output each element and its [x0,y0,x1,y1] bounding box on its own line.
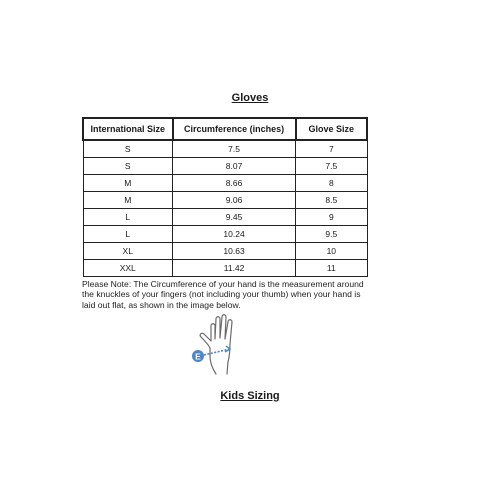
cell-international-size: M [83,175,173,192]
cell-glove-size: 9 [296,209,367,226]
measurement-note: Please Note: The Circumference of your hand is the measurement around the knuckles of your fingers (not including your thumb) when your hand is laid out flat, as shown in the image below. [82,279,364,310]
hand-measurement-icon [190,312,254,376]
cell-international-size: S [83,140,173,158]
glove-size-table [82,117,368,277]
cell-circumference: 11.42 [173,260,296,277]
hand-measurement-illustration [190,312,254,376]
column-header-glove-size: Glove Size [296,118,367,140]
cell-circumference: 8.07 [173,158,296,175]
cell-international-size: L [83,209,173,226]
cell-glove-size: 9.5 [296,226,367,243]
cell-international-size: XXL [83,260,173,277]
kids-sizing-title: Kids Sizing [220,390,280,402]
cell-international-size: M [83,192,173,209]
cell-glove-size: 7 [296,140,367,158]
table-row [83,260,367,277]
cell-circumference: 10.24 [173,226,296,243]
cell-glove-size: 10 [296,243,367,260]
cell-glove-size: 11 [296,260,367,277]
column-header-circumference: Circumference (inches) [173,118,296,140]
marker-label: E [195,351,201,362]
cell-circumference: 9.06 [173,192,296,209]
cell-circumference: 9.45 [173,209,296,226]
table-row [83,226,367,243]
table-row [83,175,367,192]
table-header-row [83,118,367,140]
table-row [83,209,367,226]
cell-international-size: XL [83,243,173,260]
cell-circumference: 10.63 [173,243,296,260]
cell-international-size: L [83,226,173,243]
cell-glove-size: 8.5 [296,192,367,209]
table-row [83,192,367,209]
cell-glove-size: 8 [296,175,367,192]
cell-international-size: S [83,158,173,175]
cell-glove-size: 7.5 [296,158,367,175]
cell-circumference: 8.66 [173,175,296,192]
table-row [83,243,367,260]
table-row [83,158,367,175]
cell-circumference: 7.5 [173,140,296,158]
page-title: Gloves [231,92,269,104]
table-row [83,140,367,158]
column-header-international-size: International Size [83,118,173,140]
